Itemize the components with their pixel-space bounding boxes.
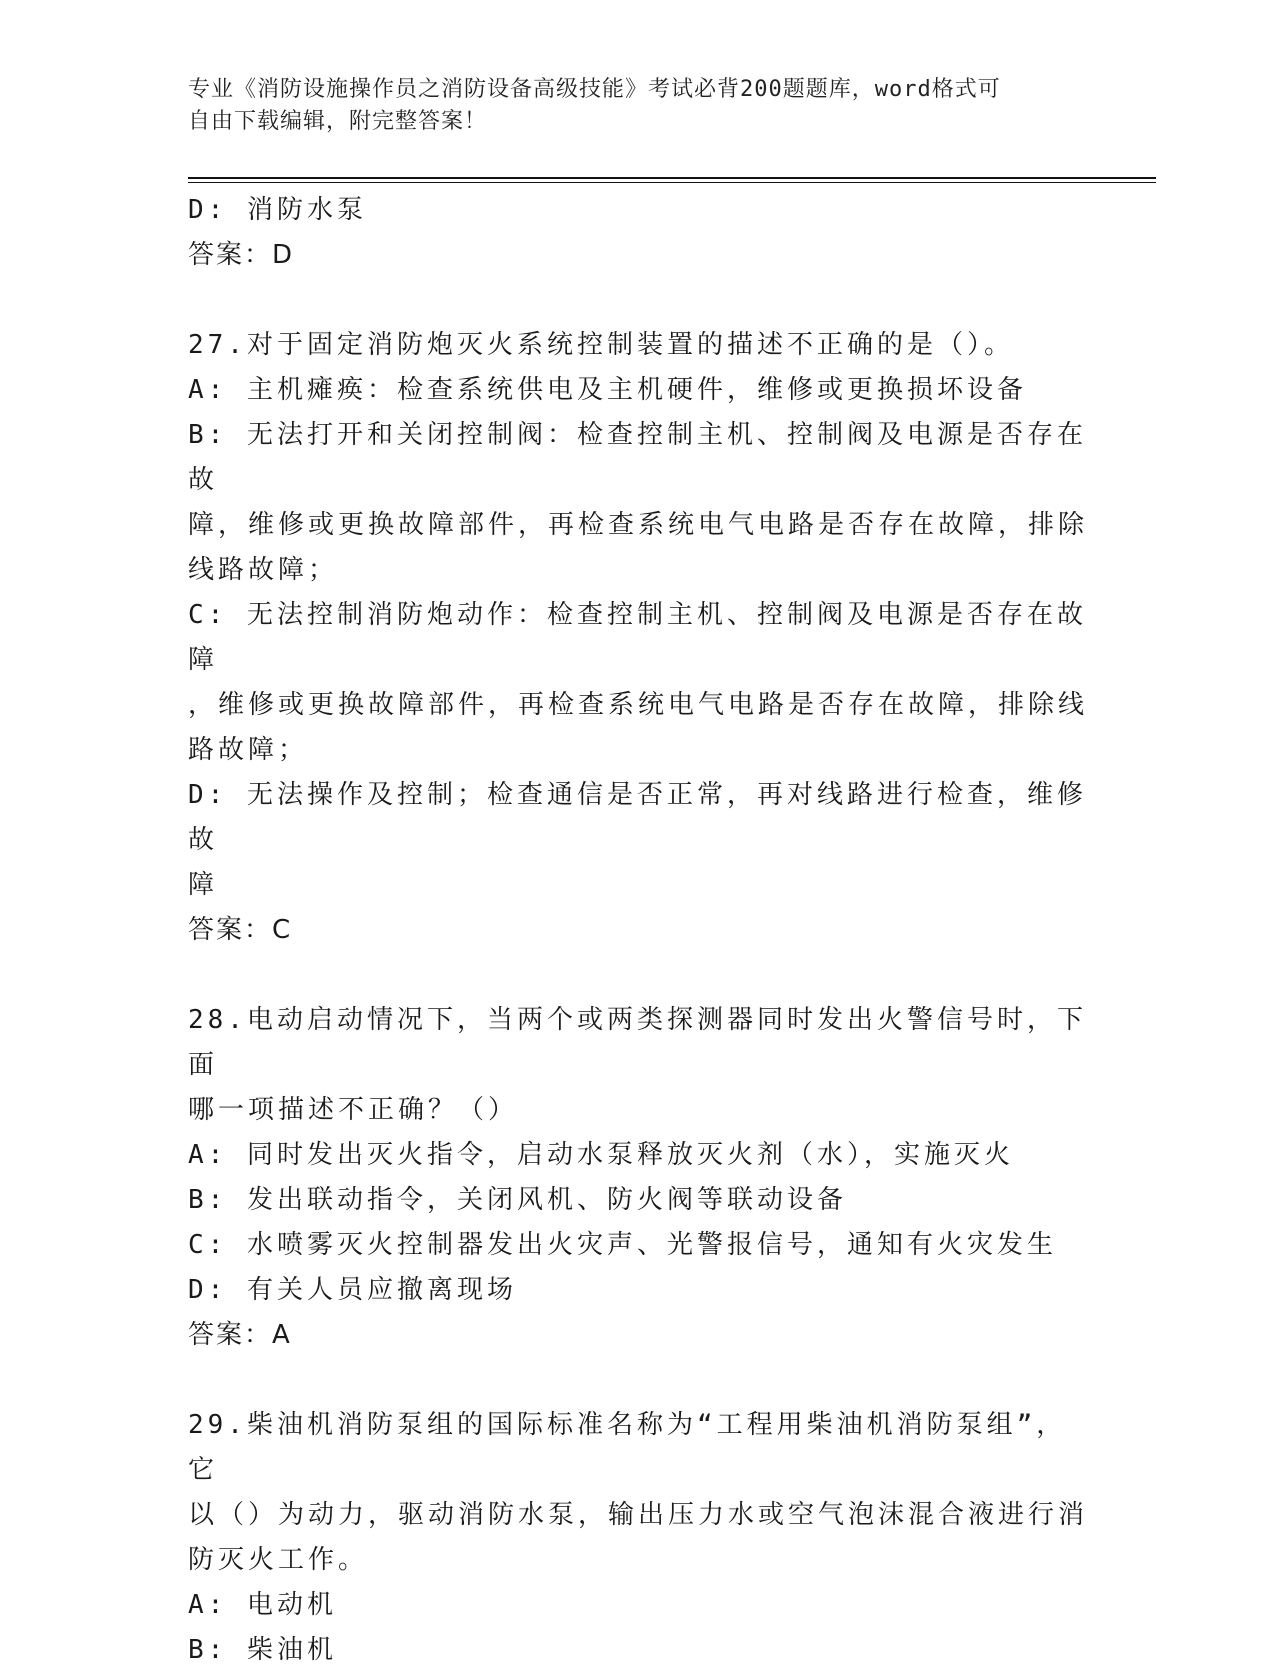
option-a: A: 主机瘫痪：检查系统供电及主机硬件，维修或更换损坏设备 — [188, 375, 1027, 405]
option-d: D: 无法操作及控制；检查通信是否正常，再对线路进行检查，维修故 — [188, 780, 1087, 855]
option-b-cont: 线路故障； — [188, 555, 339, 585]
header-line-2: 自由下载编辑，附完整答案！ — [188, 109, 488, 134]
question-stem: 27.对于固定消防炮灭火系统控制装置的描述不正确的是（）。 — [188, 330, 1014, 360]
header-divider-thick — [188, 177, 1156, 179]
spacer — [188, 953, 1088, 998]
document-header — [188, 74, 1068, 138]
question-28 — [188, 998, 1088, 1358]
spacer — [188, 278, 1088, 323]
answer-label: 答案：D — [188, 240, 295, 270]
option-b: B: 无法打开和关闭控制阀：检查控制主机、控制阀及电源是否存在故 — [188, 420, 1087, 495]
option-d: D: 有关人员应撤离现场 — [188, 1275, 517, 1305]
option-d: D: 消防水泵 — [188, 195, 367, 225]
question-29 — [188, 1403, 1088, 1673]
question-stem: 28.电动启动情况下，当两个或两类探测器同时发出火警信号时，下面 — [188, 1005, 1087, 1080]
option-b: B: 柴油机 — [188, 1635, 337, 1665]
option-c-cont: 路故障； — [188, 735, 309, 765]
header-divider-thin — [188, 182, 1156, 183]
option-c: C: 无法控制消防炮动作：检查控制主机、控制阀及电源是否存在故障 — [188, 600, 1087, 675]
header-line-1: 专业《消防设施操作员之消防设备高级技能》考试必背200题题库，word格式可 — [188, 77, 1001, 102]
spacer — [188, 1358, 1088, 1403]
option-c-cont: ，维修或更换故障部件，再检查系统电气电路是否存在故障，排除线 — [188, 690, 1089, 720]
option-d-cont: 障 — [188, 870, 219, 900]
question-27 — [188, 323, 1088, 953]
option-c: C: 水喷雾灭火控制器发出火灾声、光警报信号，通知有火灾发生 — [188, 1230, 1057, 1260]
question-stem-cont: 以（）为动力，驱动消防水泵，输出压力水或空气泡沫混合液进行消 — [188, 1500, 1089, 1530]
answer-label: 答案：A — [188, 1320, 292, 1350]
question-stem-cont: 防灭火工作。 — [188, 1545, 369, 1575]
option-a: A: 同时发出灭火指令，启动水泵释放灭火剂（水），实施灭火 — [188, 1140, 1014, 1170]
option-a: A: 电动机 — [188, 1590, 337, 1620]
option-b-cont: 障，维修或更换故障部件，再检查系统电气电路是否存在故障，排除 — [188, 510, 1089, 540]
question-stem-cont: 哪一项描述不正确？（） — [188, 1095, 519, 1125]
question-stem: 29.柴油机消防泵组的国际标准名称为“工程用柴油机消防泵组”，它 — [188, 1410, 1067, 1485]
document-body — [188, 188, 1088, 1673]
answer-label: 答案：C — [188, 915, 293, 945]
option-b: B: 发出联动指令，关闭风机、防火阀等联动设备 — [188, 1185, 847, 1215]
question-26-fragment — [188, 188, 1088, 278]
